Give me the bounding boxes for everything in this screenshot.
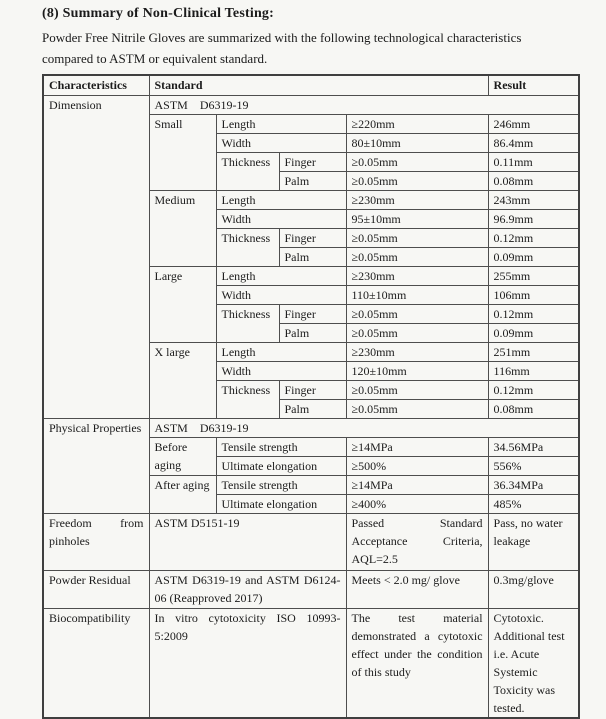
cell-result: Cytotoxic. Additional test i.e. Acute Systemic Toxicity was tested. bbox=[488, 608, 579, 718]
cell-criteria: Passed Standard Acceptance Criteria, AQL=2.5 bbox=[346, 513, 488, 570]
cell-property-result: 36.34MPa bbox=[488, 475, 579, 494]
cell-property-standard: ≥14MPa bbox=[346, 475, 488, 494]
cell-palm-label: Palm bbox=[279, 171, 346, 190]
cell-thickness-label: Thickness bbox=[216, 380, 279, 418]
cell-length-result: 251mm bbox=[488, 342, 579, 361]
cell-characteristic: Biocompatibility bbox=[43, 608, 149, 718]
cell-width-standard: 80±10mm bbox=[346, 133, 488, 152]
cell-palm-label: Palm bbox=[279, 247, 346, 266]
cell-result: 0.3mg/glove bbox=[488, 570, 579, 608]
cell-width-result: 106mm bbox=[488, 285, 579, 304]
cell-property-standard: ≥500% bbox=[346, 456, 488, 475]
table-row bbox=[43, 608, 579, 718]
cell-length-standard: ≥230mm bbox=[346, 266, 488, 285]
header-standard: Standard bbox=[149, 75, 488, 95]
cell-length-label: Length bbox=[216, 342, 346, 361]
intro-line-1: Powder Free Nitrile Gloves are summarized with the following technological characteristics bbox=[42, 30, 522, 45]
cell-result: Pass, no water leakage bbox=[488, 513, 579, 570]
cell-length-label: Length bbox=[216, 266, 346, 285]
cell-dimension-label: Dimension bbox=[43, 95, 149, 418]
intro-paragraph bbox=[42, 27, 582, 69]
table-row bbox=[43, 95, 579, 114]
cell-width-standard: 120±10mm bbox=[346, 361, 488, 380]
cell-finger-standard: ≥0.05mm bbox=[346, 228, 488, 247]
cell-property-result: 34.56MPa bbox=[488, 437, 579, 456]
cell-length-standard: ≥230mm bbox=[346, 190, 488, 209]
section-title: (8) Summary of Non-Clinical Testing: bbox=[42, 6, 274, 21]
cell-standard: ASTM D5151-19 bbox=[149, 513, 346, 570]
cell-width-label: Width bbox=[216, 285, 346, 304]
cell-width-label: Width bbox=[216, 133, 346, 152]
cell-length-result: 246mm bbox=[488, 114, 579, 133]
testing-summary-table bbox=[42, 74, 580, 719]
cell-thickness-label: Thickness bbox=[216, 228, 279, 266]
cell-length-result: 255mm bbox=[488, 266, 579, 285]
cell-palm-result: 0.09mm bbox=[488, 247, 579, 266]
cell-criteria: Meets < 2.0 mg/ glove bbox=[346, 570, 488, 608]
cell-palm-label: Palm bbox=[279, 399, 346, 418]
cell-palm-standard: ≥0.05mm bbox=[346, 171, 488, 190]
table-header-row bbox=[43, 75, 579, 95]
cell-criteria: The test material demonstrated a cytotoxic effect under the condition of this study bbox=[346, 608, 488, 718]
cell-finger-label: Finger bbox=[279, 380, 346, 399]
cell-dimension-standard-ref: ASTM D6319-19 bbox=[149, 95, 579, 114]
cell-size-name: X large bbox=[149, 342, 216, 418]
cell-width-result: 86.4mm bbox=[488, 133, 579, 152]
cell-physical-label: Physical Properties bbox=[43, 418, 149, 513]
cell-width-label: Width bbox=[216, 361, 346, 380]
cell-aging-group: Before aging bbox=[149, 437, 216, 475]
cell-property-result: 556% bbox=[488, 456, 579, 475]
cell-physical-standard-ref: ASTM D6319-19 bbox=[149, 418, 579, 437]
cell-finger-label: Finger bbox=[279, 304, 346, 323]
cell-finger-standard: ≥0.05mm bbox=[346, 152, 488, 171]
cell-size-name: Small bbox=[149, 114, 216, 190]
cell-property-standard: ≥14MPa bbox=[346, 437, 488, 456]
table-row bbox=[43, 513, 579, 570]
cell-palm-standard: ≥0.05mm bbox=[346, 323, 488, 342]
cell-palm-standard: ≥0.05mm bbox=[346, 247, 488, 266]
table-row bbox=[43, 418, 579, 437]
cell-width-standard: 95±10mm bbox=[346, 209, 488, 228]
cell-thickness-label: Thickness bbox=[216, 152, 279, 190]
cell-length-label: Length bbox=[216, 190, 346, 209]
cell-palm-result: 0.08mm bbox=[488, 399, 579, 418]
cell-finger-label: Finger bbox=[279, 228, 346, 247]
cell-property-label: Ultimate elongation bbox=[216, 456, 346, 475]
cell-width-label: Width bbox=[216, 209, 346, 228]
cell-characteristic: Powder Residual bbox=[43, 570, 149, 608]
cell-length-result: 243mm bbox=[488, 190, 579, 209]
cell-finger-standard: ≥0.05mm bbox=[346, 380, 488, 399]
header-result: Result bbox=[488, 75, 579, 95]
cell-length-standard: ≥220mm bbox=[346, 114, 488, 133]
cell-property-label: Tensile strength bbox=[216, 437, 346, 456]
cell-width-result: 116mm bbox=[488, 361, 579, 380]
cell-standard: In vitro cytotoxicity ISO 10993-5:2009 bbox=[149, 608, 346, 718]
cell-characteristic: Freedom from pinholes bbox=[43, 513, 149, 570]
cell-finger-result: 0.11mm bbox=[488, 152, 579, 171]
cell-property-label: Tensile strength bbox=[216, 475, 346, 494]
cell-finger-result: 0.12mm bbox=[488, 380, 579, 399]
cell-standard: ASTM D6319-19 and ASTM D6124-06 (Reapproved 2017) bbox=[149, 570, 346, 608]
cell-palm-standard: ≥0.05mm bbox=[346, 399, 488, 418]
cell-palm-result: 0.09mm bbox=[488, 323, 579, 342]
table-row bbox=[43, 570, 579, 608]
cell-finger-standard: ≥0.05mm bbox=[346, 304, 488, 323]
cell-finger-result: 0.12mm bbox=[488, 228, 579, 247]
cell-property-label: Ultimate elongation bbox=[216, 494, 346, 513]
cell-size-name: Large bbox=[149, 266, 216, 342]
cell-finger-result: 0.12mm bbox=[488, 304, 579, 323]
header-characteristics: Characteristics bbox=[43, 75, 149, 95]
cell-width-result: 96.9mm bbox=[488, 209, 579, 228]
cell-property-result: 485% bbox=[488, 494, 579, 513]
cell-finger-label: Finger bbox=[279, 152, 346, 171]
cell-width-standard: 110±10mm bbox=[346, 285, 488, 304]
cell-length-label: Length bbox=[216, 114, 346, 133]
cell-length-standard: ≥230mm bbox=[346, 342, 488, 361]
cell-palm-result: 0.08mm bbox=[488, 171, 579, 190]
cell-thickness-label: Thickness bbox=[216, 304, 279, 342]
cell-property-standard: ≥400% bbox=[346, 494, 488, 513]
cell-palm-label: Palm bbox=[279, 323, 346, 342]
cell-aging-group: After aging bbox=[149, 475, 216, 513]
intro-line-2: compared to ASTM or equivalent standard. bbox=[42, 51, 268, 66]
cell-size-name: Medium bbox=[149, 190, 216, 266]
